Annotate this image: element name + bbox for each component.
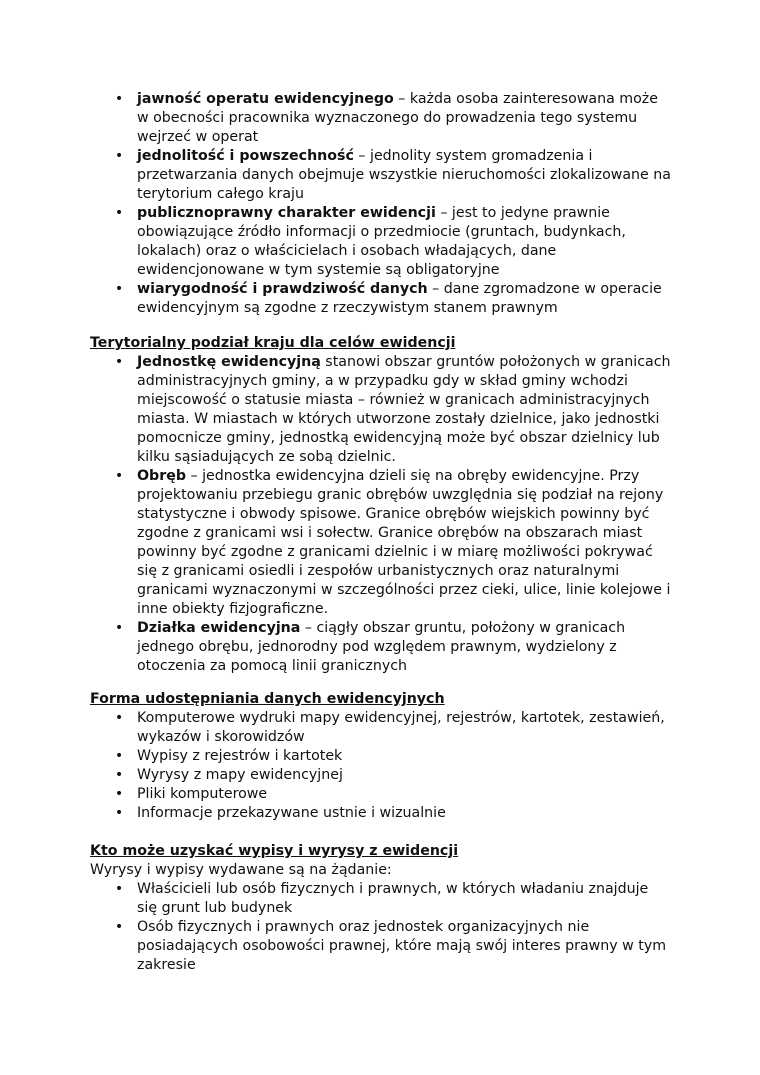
list-item (0, 747, 672, 766)
term: Działka ewidencyjna (137, 620, 301, 636)
list-item (0, 467, 672, 619)
principles-list (0, 90, 760, 318)
bullet: • (114, 786, 124, 802)
term: publicznoprawny charakter ewidencji (137, 205, 436, 221)
bullet: • (114, 354, 124, 370)
term: jednolitość i powszechność (137, 148, 354, 164)
list-item (0, 709, 672, 747)
description: – jednostka ewidencyjna dzieli się na obręby ewidencyjne. Przy projektowaniu przebiegu granic obrębów uwzględnia się podział na rejony statystyczne i obwody spisowe. Granice obrębów wiejskich powinny być zgodne z granicami wsi i sołectw. Granice obrębów na obszarach miast powinny być zgodne z granicami dzielnic i w miarę możliwości pokrywać się z granicami osiedli i zespołów urbanistycznych oraz naturalnymi granicami wyznaczonymi w szczególności przez cieki, ulice, linie kolejowe i inne obiekty fizjograficzne. (137, 468, 671, 617)
item-text: Właścicieli lub osób fizycznych i prawnych, w których władaniu znajduje się grunt lub budynek (137, 881, 649, 916)
description: – ciągły obszar gruntu, położony w granicach jednego obrębu, jednorodny pod względem prawnym, wydzielony z otoczenia za pomocą linii granicznych (137, 620, 626, 674)
bullet: • (114, 91, 124, 107)
term: wiarygodność i prawdziwość danych (137, 281, 428, 297)
list-item (0, 353, 672, 467)
section-heading: Terytorialny podział kraju dla celów ewidencji (90, 335, 456, 351)
description: – dane zgromadzone w operacie ewidencyjnym są zgodne z rzeczywistym stanem prawnym (137, 281, 662, 316)
bullet: • (114, 205, 124, 221)
list-item (0, 766, 672, 785)
recipients-list (0, 880, 760, 975)
item-text: Wypisy z rejestrów i kartotek (137, 748, 343, 764)
list-item (0, 619, 672, 676)
list-item (0, 880, 672, 918)
term: Obręb (137, 468, 186, 484)
list-item (0, 204, 672, 280)
list-item (0, 785, 672, 804)
term: Jednostkę ewidencyjną (137, 354, 321, 370)
bullet: • (114, 805, 124, 821)
list-item (0, 280, 672, 318)
bullet: • (114, 919, 124, 935)
list-item (0, 804, 672, 823)
item-text: Informacje przekazywane ustnie i wizualnie (137, 805, 446, 821)
bullet: • (114, 620, 124, 636)
bullet: • (114, 748, 124, 764)
description: – jednolity system gromadzenia i przetwarzania danych obejmuje wszystkie nieruchomości zlokalizowane na terytorium całego kraju (137, 148, 671, 202)
list-item (0, 918, 672, 975)
term: jawność operatu ewidencyjnego (137, 91, 394, 107)
description: – każda osoba zainteresowana może w obecności pracownika wyznaczonego do prowadzenia tego systemu wejrzeć w operat (137, 91, 658, 145)
list-item (0, 147, 672, 204)
bullet: • (114, 767, 124, 783)
section-heading: Forma udostępniania danych ewidencyjnych (90, 691, 445, 707)
description: stanowi obszar gruntów położonych w granicach administracyjnych gminy, a w przypadku gdy w skład gminy wchodzi miejscowość o statusie miasta – również w granicach administracyjnych miasta. W miastach w których utworzone zostały dzielnice, jako jednostki pomocnicze gminy, jednostką ewidencyjną może być obszar dzielnicy lub kilku sąsiadujących ze sobą dzielnic. (137, 354, 671, 465)
territorial-division-list (0, 353, 760, 676)
intro-text: Wyrysy i wypisy wydawane są na żądanie: (90, 862, 392, 878)
section-heading: Kto może uzyskać wypisy i wyrysy z ewidencji (90, 843, 459, 859)
item-text: Pliki komputerowe (137, 786, 268, 802)
item-text: Osób fizycznych i prawnych oraz jednostek organizacyjnych nie posiadających osobowości prawnej, które mają swój interes prawny w tym zakresie (137, 919, 667, 973)
bullet: • (114, 881, 124, 897)
item-text: Wyrysy z mapy ewidencyjnej (137, 767, 343, 783)
data-forms-list (0, 709, 760, 823)
bullet: • (114, 148, 124, 164)
list-item (0, 90, 672, 147)
bullet: • (114, 710, 124, 726)
bullet: • (114, 281, 124, 297)
bullet: • (114, 468, 124, 484)
description: – jest to jedyne prawnie obowiązujące źródło informacji o przedmiocie (gruntach, budynkach, lokalach) oraz o właścicielach i osobach władających, dane ewidencjonowane w tym systemie są obligatoryjne (137, 205, 626, 278)
item-text: Komputerowe wydruki mapy ewidencyjnej, rejestrów, kartotek, zestawień, wykazów i skorowidzów (137, 710, 665, 745)
